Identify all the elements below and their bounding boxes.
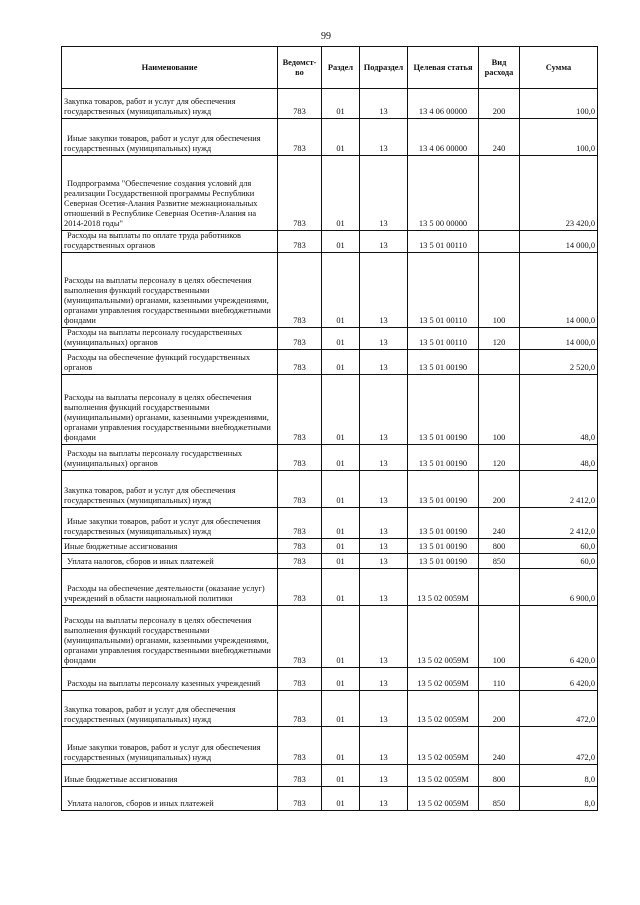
cell-name: Иные бюджетные ассигнования — [62, 539, 278, 554]
header-section: Раздел — [322, 47, 360, 89]
cell-subsection: 13 — [360, 569, 408, 606]
table-row — [62, 89, 598, 119]
cell-amount: 472,0 — [520, 691, 598, 727]
cell-section: 01 — [322, 445, 360, 471]
cell-amount: 2 520,0 — [520, 350, 598, 375]
cell-section: 01 — [322, 119, 360, 156]
cell-target: 13 5 02 0059М — [408, 727, 479, 765]
cell-department: 783 — [278, 119, 322, 156]
header-department: Ведомст-во — [278, 47, 322, 89]
table-row — [62, 231, 598, 253]
cell-target: 13 5 01 00110 — [408, 253, 479, 328]
cell-department: 783 — [278, 606, 322, 668]
cell-amount: 100,0 — [520, 89, 598, 119]
cell-section: 01 — [322, 668, 360, 691]
cell-target: 13 4 06 00000 — [408, 89, 479, 119]
cell-name: Иные закупки товаров, работ и услуг для обеспечения государственных (муниципальных) нужд — [62, 119, 278, 156]
cell-target: 13 4 06 00000 — [408, 119, 479, 156]
cell-department: 783 — [278, 727, 322, 765]
cell-section: 01 — [322, 508, 360, 539]
table-row — [62, 668, 598, 691]
cell-department: 783 — [278, 471, 322, 508]
cell-target: 13 5 01 00190 — [408, 375, 479, 445]
cell-amount: 60,0 — [520, 539, 598, 554]
cell-subsection: 13 — [360, 554, 408, 569]
cell-name: Закупка товаров, работ и услуг для обеспечения государственных (муниципальных) нужд — [62, 471, 278, 508]
table-row — [62, 119, 598, 156]
cell-expense-type: 800 — [479, 765, 520, 787]
cell-subsection: 13 — [360, 253, 408, 328]
cell-subsection: 13 — [360, 119, 408, 156]
cell-section: 01 — [322, 569, 360, 606]
cell-department: 783 — [278, 787, 322, 811]
cell-section: 01 — [322, 554, 360, 569]
cell-subsection: 13 — [360, 691, 408, 727]
table-row — [62, 445, 598, 471]
table-row — [62, 691, 598, 727]
cell-expense-type — [479, 569, 520, 606]
table-row — [62, 328, 598, 350]
cell-department: 783 — [278, 350, 322, 375]
cell-amount: 6 420,0 — [520, 606, 598, 668]
cell-department: 783 — [278, 253, 322, 328]
cell-amount: 6 900,0 — [520, 569, 598, 606]
cell-subsection: 13 — [360, 156, 408, 231]
table-row — [62, 765, 598, 787]
cell-target: 13 5 01 00190 — [408, 445, 479, 471]
cell-amount: 8,0 — [520, 787, 598, 811]
cell-subsection: 13 — [360, 606, 408, 668]
cell-target: 13 5 01 00190 — [408, 539, 479, 554]
cell-name: Закупка товаров, работ и услуг для обеспечения государственных (муниципальных) нужд — [62, 89, 278, 119]
cell-expense-type: 200 — [479, 471, 520, 508]
cell-name: Расходы на выплаты персоналу государственных (муниципальных) органов — [62, 445, 278, 471]
cell-section: 01 — [322, 156, 360, 231]
cell-section: 01 — [322, 606, 360, 668]
cell-subsection: 13 — [360, 508, 408, 539]
cell-amount: 6 420,0 — [520, 668, 598, 691]
budget-table-body — [62, 89, 598, 811]
table-row — [62, 156, 598, 231]
cell-name: Расходы на выплаты по оплате труда работников государственных органов — [62, 231, 278, 253]
cell-amount: 2 412,0 — [520, 471, 598, 508]
cell-section: 01 — [322, 765, 360, 787]
cell-expense-type: 200 — [479, 89, 520, 119]
table-row — [62, 554, 598, 569]
cell-expense-type: 120 — [479, 445, 520, 471]
cell-department: 783 — [278, 445, 322, 471]
cell-subsection: 13 — [360, 668, 408, 691]
cell-amount: 48,0 — [520, 445, 598, 471]
cell-section: 01 — [322, 375, 360, 445]
cell-amount: 100,0 — [520, 119, 598, 156]
table-row — [62, 787, 598, 811]
cell-amount: 2 412,0 — [520, 508, 598, 539]
table-row — [62, 606, 598, 668]
cell-target: 13 5 02 0059М — [408, 691, 479, 727]
table-row — [62, 253, 598, 328]
cell-target: 13 5 01 00190 — [408, 471, 479, 508]
cell-section: 01 — [322, 727, 360, 765]
table-row — [62, 350, 598, 375]
cell-subsection: 13 — [360, 231, 408, 253]
cell-department: 783 — [278, 156, 322, 231]
cell-name: Иные закупки товаров, работ и услуг для обеспечения государственных (муниципальных) нужд — [62, 727, 278, 765]
cell-section: 01 — [322, 539, 360, 554]
cell-section: 01 — [322, 787, 360, 811]
cell-amount: 8,0 — [520, 765, 598, 787]
cell-amount: 48,0 — [520, 375, 598, 445]
cell-department: 783 — [278, 508, 322, 539]
cell-name: Уплата налогов, сборов и иных платежей — [62, 554, 278, 569]
cell-name: Расходы на выплаты персоналу в целях обеспечения выполнения функций государственными (муниципальными) органами, казенными учреждениями, органами управления государственными внебюджетными фондами — [62, 375, 278, 445]
cell-expense-type: 850 — [479, 554, 520, 569]
table-row — [62, 539, 598, 554]
cell-expense-type: 200 — [479, 691, 520, 727]
page-number: 99 — [321, 31, 331, 42]
cell-department: 783 — [278, 554, 322, 569]
cell-expense-type — [479, 350, 520, 375]
table-row — [62, 508, 598, 539]
cell-name: Уплата налогов, сборов и иных платежей — [62, 787, 278, 811]
cell-amount: 14 000,0 — [520, 328, 598, 350]
cell-name: Расходы на обеспечение деятельности (оказание услуг) учреждений в области национальной политики — [62, 569, 278, 606]
cell-name: Иные закупки товаров, работ и услуг для обеспечения государственных (муниципальных) нужд — [62, 508, 278, 539]
cell-target: 13 5 02 0059М — [408, 569, 479, 606]
cell-target: 13 5 00 00000 — [408, 156, 479, 231]
cell-amount: 472,0 — [520, 727, 598, 765]
cell-target: 13 5 02 0059М — [408, 668, 479, 691]
table-header-row — [62, 47, 598, 89]
header-subsection: Подраздел — [360, 47, 408, 89]
cell-name: Иные бюджетные ассигнования — [62, 765, 278, 787]
cell-name: Расходы на выплаты персоналу в целях обеспечения выполнения функций государственными (муниципальными) органами, казенными учреждениями, органами управления государственными внебюджетными фондами — [62, 253, 278, 328]
cell-department: 783 — [278, 765, 322, 787]
cell-section: 01 — [322, 89, 360, 119]
header-target: Целевая статья — [408, 47, 479, 89]
cell-section: 01 — [322, 253, 360, 328]
cell-amount: 60,0 — [520, 554, 598, 569]
cell-expense-type — [479, 156, 520, 231]
table-row — [62, 375, 598, 445]
cell-target: 13 5 02 0059М — [408, 606, 479, 668]
header-expense-type: Вид расхода — [479, 47, 520, 89]
cell-subsection: 13 — [360, 89, 408, 119]
cell-department: 783 — [278, 569, 322, 606]
cell-section: 01 — [322, 350, 360, 375]
cell-subsection: 13 — [360, 350, 408, 375]
table-row — [62, 569, 598, 606]
cell-target: 13 5 02 0059М — [408, 787, 479, 811]
cell-amount: 23 420,0 — [520, 156, 598, 231]
cell-expense-type: 240 — [479, 119, 520, 156]
cell-name: Расходы на выплаты персоналу в целях обеспечения выполнения функций государственными (муниципальными) органами, казенными учреждениями, органами управления государственными внебюджетными фондами — [62, 606, 278, 668]
cell-target: 13 5 02 0059М — [408, 765, 479, 787]
cell-amount: 14 000,0 — [520, 231, 598, 253]
cell-expense-type: 100 — [479, 375, 520, 445]
cell-department: 783 — [278, 668, 322, 691]
cell-department: 783 — [278, 89, 322, 119]
cell-department: 783 — [278, 539, 322, 554]
cell-amount: 14 000,0 — [520, 253, 598, 328]
cell-name: Расходы на обеспечение функций государственных органов — [62, 350, 278, 375]
cell-department: 783 — [278, 375, 322, 445]
cell-department: 783 — [278, 328, 322, 350]
cell-target: 13 5 01 00110 — [408, 231, 479, 253]
cell-subsection: 13 — [360, 445, 408, 471]
cell-subsection: 13 — [360, 375, 408, 445]
cell-name: Расходы на выплаты персоналу государственных (муниципальных) органов — [62, 328, 278, 350]
cell-expense-type: 240 — [479, 727, 520, 765]
cell-expense-type: 800 — [479, 539, 520, 554]
cell-target: 13 5 01 00110 — [408, 328, 479, 350]
cell-target: 13 5 01 00190 — [408, 508, 479, 539]
cell-expense-type: 850 — [479, 787, 520, 811]
cell-name: Закупка товаров, работ и услуг для обеспечения государственных (муниципальных) нужд — [62, 691, 278, 727]
cell-expense-type: 110 — [479, 668, 520, 691]
cell-expense-type: 100 — [479, 606, 520, 668]
cell-section: 01 — [322, 231, 360, 253]
cell-target: 13 5 01 00190 — [408, 350, 479, 375]
table-row — [62, 727, 598, 765]
header-name: Наименование — [62, 47, 278, 89]
cell-section: 01 — [322, 471, 360, 508]
cell-section: 01 — [322, 328, 360, 350]
cell-subsection: 13 — [360, 787, 408, 811]
cell-department: 783 — [278, 691, 322, 727]
header-amount: Сумма — [520, 47, 598, 89]
cell-name: Расходы на выплаты персоналу казенных учреждений — [62, 668, 278, 691]
table-row — [62, 471, 598, 508]
cell-expense-type — [479, 231, 520, 253]
cell-subsection: 13 — [360, 765, 408, 787]
cell-subsection: 13 — [360, 727, 408, 765]
cell-section: 01 — [322, 691, 360, 727]
cell-expense-type: 120 — [479, 328, 520, 350]
cell-expense-type: 100 — [479, 253, 520, 328]
cell-subsection: 13 — [360, 328, 408, 350]
cell-subsection: 13 — [360, 471, 408, 508]
cell-subsection: 13 — [360, 539, 408, 554]
cell-name: Подпрограмма "Обеспечение создания условий для реализации Государственной программы Республики Северная Осетия-Алания Развитие межнациональных отношений в Республике Северная Осетия-Алания на 2014-2018 годы" — [62, 156, 278, 231]
cell-target: 13 5 01 00190 — [408, 554, 479, 569]
cell-department: 783 — [278, 231, 322, 253]
budget-table — [61, 46, 598, 811]
cell-expense-type: 240 — [479, 508, 520, 539]
